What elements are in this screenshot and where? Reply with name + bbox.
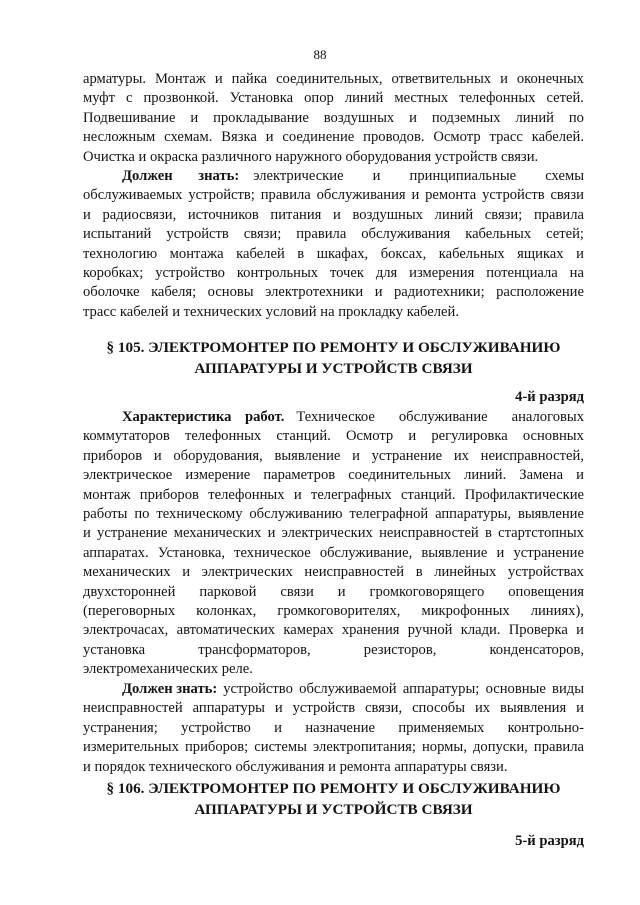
word: линий	[515, 109, 554, 126]
word: приборов	[83, 447, 143, 464]
text-line: и порядок технического обслуживания и ремонта аппаратуры связи.	[83, 758, 508, 775]
text-line: трасс кабелей и технических условий на прокладку кабелей.	[83, 303, 459, 320]
word: кабелей	[236, 245, 285, 262]
word: устройство	[181, 719, 251, 736]
word: и	[374, 284, 383, 301]
heading-line: § 105. ЭЛЕКТРОМОНТЕР ПО РЕМОНТУ И ОБСЛУЖИВАНИЮ	[106, 339, 561, 356]
word: муфт	[83, 90, 116, 107]
word: и	[576, 245, 584, 262]
word: и	[576, 700, 584, 717]
word: и	[496, 544, 505, 561]
word: неисправностей	[379, 525, 479, 542]
word: Монтаж	[155, 71, 206, 87]
word: техническому	[156, 505, 243, 522]
word: основы	[207, 284, 254, 301]
text-line	[83, 466, 584, 485]
section-106-grade: 5-й разряд	[515, 833, 584, 849]
word: (переговорных	[83, 602, 176, 619]
word: электротехники	[265, 284, 364, 301]
text-line	[83, 680, 584, 699]
word: подземных	[431, 109, 501, 126]
word: Профилактические	[464, 486, 584, 503]
word: камерах	[283, 622, 334, 639]
text-fragment: устройство обслуживаемой аппаратуры; основные виды	[223, 681, 584, 697]
heading-line: § 106. ЭЛЕКТРОМОНТЕР ПО РЕМОНТУ И ОБСЛУЖИВАНИЮ	[106, 780, 561, 797]
word: устройствах	[507, 564, 584, 581]
text-line	[83, 264, 584, 283]
word: телефонных	[459, 90, 536, 107]
word: и	[274, 719, 282, 736]
word: нормы,	[422, 739, 467, 756]
section-105-must-know	[83, 680, 584, 777]
word: соединительных	[348, 467, 452, 484]
word: устранения;	[83, 719, 158, 736]
word: ручной	[407, 622, 453, 639]
word: Установка,	[157, 544, 225, 561]
text-fragment: Техническое обслуживание аналоговых	[296, 409, 584, 425]
word: аппаратуры,	[435, 505, 512, 522]
word: выявления	[499, 700, 567, 717]
text-line	[83, 699, 584, 718]
word: обслуживанию	[249, 505, 343, 522]
word: и	[411, 187, 420, 204]
word: и	[293, 486, 302, 503]
word: микрофонных	[421, 602, 510, 619]
text-line	[83, 563, 584, 582]
word: правила	[533, 739, 584, 756]
word: точек	[329, 264, 364, 281]
word: с	[126, 90, 133, 107]
word: воздушных	[323, 109, 395, 126]
word: стартстопных	[498, 525, 584, 542]
word: электрических	[201, 564, 293, 581]
word: механических	[83, 564, 171, 581]
word: потенциала	[486, 264, 558, 281]
word: в	[297, 245, 305, 262]
word: основных	[522, 428, 584, 445]
word: трансформаторов,	[198, 641, 311, 658]
word: громкоговорителях,	[277, 602, 401, 619]
text-line	[83, 109, 584, 128]
text-line: Очистка и окраска различного наружного оборудования устройств связи.	[83, 148, 539, 165]
word: и	[576, 622, 584, 639]
word: кабельных	[438, 245, 505, 262]
text-line	[83, 505, 584, 524]
word: прокладывание	[213, 109, 309, 126]
word: ремонта	[425, 187, 477, 204]
text-line	[83, 719, 584, 738]
word: соединение	[282, 129, 355, 146]
word: Осмотр	[433, 129, 481, 146]
word: и	[265, 129, 274, 146]
word: устранение	[371, 447, 443, 464]
word: расположение	[496, 284, 584, 301]
word: линиях),	[530, 602, 584, 619]
word: устройств	[166, 226, 229, 243]
word: регулировка	[431, 428, 508, 445]
word: оборудования,	[173, 447, 263, 464]
word: испытаний	[83, 226, 152, 243]
word: способы	[412, 700, 466, 717]
word: и	[409, 109, 417, 126]
text-line	[83, 524, 584, 543]
word: Замена	[519, 467, 564, 484]
text-fragment: электрические и принципиальные схемы	[253, 168, 584, 184]
must-know-label: Должен знать:	[122, 168, 240, 184]
word: системы	[254, 739, 307, 756]
word: линий	[434, 206, 474, 223]
word: допуски,	[472, 739, 528, 756]
word: приборов;	[185, 739, 249, 756]
word: трасс	[489, 129, 523, 146]
word: телефонных	[184, 428, 262, 445]
word: правила	[533, 206, 584, 223]
word: питания	[270, 206, 322, 223]
word: контрольных	[236, 264, 319, 281]
word: Проверка	[508, 622, 568, 639]
word: применяемых	[398, 719, 485, 736]
word: приборов	[139, 486, 199, 503]
word: электропитания;	[313, 739, 416, 756]
text-line	[83, 89, 584, 108]
word: правила	[260, 187, 311, 204]
text-line	[83, 427, 584, 446]
word: их	[474, 700, 491, 717]
word: правила	[296, 226, 347, 243]
section-105-work-paragraph	[83, 408, 584, 679]
word: обслуживания	[316, 187, 406, 204]
word: и	[274, 700, 283, 717]
word: выявление	[421, 544, 488, 561]
heading-line: АППАРАТУРЫ И УСТРОЙСТВ СВЯЗИ	[194, 360, 473, 377]
word: и	[214, 71, 223, 87]
word: выявление	[274, 447, 341, 464]
word: сетей.	[546, 90, 584, 107]
word: устройств	[292, 700, 356, 717]
word: и	[83, 525, 91, 542]
text-line	[83, 486, 584, 505]
word: оконечных	[516, 71, 584, 87]
text-line	[83, 186, 584, 205]
word: двухсторонней	[83, 583, 176, 600]
word: и	[408, 428, 417, 445]
heading-line: АППАРАТУРЫ И УСТРОЙСТВ СВЯЗИ	[194, 801, 473, 818]
word: и	[190, 109, 199, 126]
word: электрических	[281, 525, 373, 542]
text-line	[83, 583, 584, 602]
word: боксах,	[380, 245, 427, 262]
word: пайка	[231, 71, 268, 87]
must-know-label: Должен знать:	[122, 681, 218, 697]
section-106-heading	[83, 778, 584, 820]
word: по	[568, 109, 584, 126]
word: проводов.	[363, 129, 425, 146]
word: и	[337, 583, 346, 600]
word: связи;	[484, 206, 523, 223]
word: их	[453, 447, 469, 464]
word: оповещения	[508, 583, 584, 600]
word: и	[352, 447, 360, 464]
word: электрочасах,	[83, 622, 169, 639]
word: электрическое	[83, 467, 173, 484]
word: неисправностей,	[480, 447, 584, 464]
text-line	[83, 641, 584, 660]
word: параметров	[263, 467, 336, 484]
text-line	[83, 408, 584, 427]
word: шкафах,	[316, 245, 369, 262]
intro-must-know	[83, 167, 584, 322]
word: техническое	[234, 544, 311, 561]
word: связи;	[243, 226, 282, 243]
word: обслуживаемых	[83, 187, 183, 204]
word: устранение	[513, 544, 584, 561]
text-line	[83, 167, 584, 186]
word: телеграфных	[310, 486, 392, 503]
word: телефонных	[208, 486, 285, 503]
word: монтаж	[83, 486, 131, 503]
word: обслуживание,	[319, 544, 413, 561]
word: кабельных	[465, 226, 532, 243]
page-number: 88	[313, 47, 327, 62]
word: ящиках	[517, 245, 564, 262]
word: линий.	[464, 467, 507, 484]
word: Подвешивание	[83, 109, 176, 126]
word: аппаратуры	[192, 700, 265, 717]
word: несложным	[83, 129, 156, 146]
text-line	[83, 283, 584, 302]
word: клади.	[460, 622, 501, 639]
word: в	[415, 564, 423, 581]
word: источников	[187, 206, 259, 223]
text-line	[83, 447, 584, 466]
word: коммутаторов	[83, 428, 170, 445]
word: измерение	[185, 467, 251, 484]
word: монтажа	[169, 245, 224, 262]
word: устранение	[97, 525, 168, 542]
text-line	[83, 128, 584, 147]
word: ответвительных	[391, 71, 492, 87]
word: колонках,	[196, 602, 257, 619]
text-line	[83, 544, 584, 563]
text-line	[83, 621, 584, 640]
word: линейных	[434, 564, 497, 581]
word: работы	[83, 505, 128, 522]
word: устройств	[482, 187, 545, 204]
word: технологию	[83, 245, 158, 262]
word: связи,	[365, 700, 403, 717]
word: опор	[304, 90, 334, 107]
word: Установка	[229, 90, 294, 107]
word: радиосвязи,	[102, 206, 177, 223]
word: громкоговорящего	[369, 583, 485, 600]
word: соединительных,	[276, 71, 383, 87]
word: и	[333, 206, 341, 223]
text-line	[83, 206, 584, 225]
word: и	[182, 564, 190, 581]
word: устройств;	[188, 187, 255, 204]
word: связи	[550, 187, 584, 204]
word: конденсаторов,	[489, 641, 584, 658]
word: и	[153, 447, 162, 464]
word: неисправностей	[83, 700, 183, 717]
word: схемам.	[164, 129, 213, 146]
word: хранения	[341, 622, 400, 639]
word: кабелей.	[531, 129, 584, 146]
word: неисправностей	[304, 564, 405, 581]
word: линий	[344, 90, 384, 107]
word: арматуры.	[83, 71, 147, 87]
section-105-grade: 4-й разряд	[515, 389, 584, 405]
word: воздушных	[352, 206, 423, 223]
intro-paragraph	[83, 70, 584, 167]
word: сетей;	[546, 226, 584, 243]
text-line	[83, 738, 584, 757]
word: контрольно-	[507, 719, 584, 736]
word: кабеля;	[151, 284, 197, 301]
word: станций.	[401, 486, 456, 503]
work-label: Характеристика работ.	[122, 409, 285, 425]
word: Вязка	[221, 129, 257, 146]
word: резисторов,	[363, 641, 437, 658]
text-line	[83, 245, 584, 264]
word: измерительных	[83, 739, 179, 756]
word: механических	[173, 525, 262, 542]
section-105-heading	[83, 337, 584, 379]
word: и	[267, 525, 276, 542]
word: и	[576, 467, 584, 484]
word: и	[83, 206, 91, 223]
text-line	[83, 225, 584, 244]
text-line	[83, 70, 584, 89]
word: прозвонкой.	[143, 90, 219, 107]
word: телеграфной	[349, 505, 429, 522]
word: и	[500, 71, 508, 87]
word: на	[569, 264, 584, 281]
word: для	[375, 264, 398, 281]
word: радиотехники;	[393, 284, 485, 301]
text-line	[83, 602, 584, 621]
word: станций.	[276, 428, 331, 445]
word: установка	[83, 641, 146, 658]
word: автоматических	[176, 622, 276, 639]
text-line: электромеханических реле.	[83, 661, 253, 678]
word: по	[134, 505, 150, 522]
word: измерения	[409, 264, 475, 281]
word: Осмотр	[345, 428, 394, 445]
word: парковой	[199, 583, 257, 600]
word: оболочке	[83, 284, 140, 301]
word: аппаратах.	[83, 544, 149, 561]
word: обслуживания	[361, 226, 451, 243]
word: местных	[394, 90, 449, 107]
word: выявление	[517, 505, 584, 522]
word: назначение	[305, 719, 375, 736]
word: связи	[280, 583, 314, 600]
word: коробках;	[83, 264, 144, 281]
word: устройство	[155, 264, 225, 281]
word: в	[484, 525, 492, 542]
